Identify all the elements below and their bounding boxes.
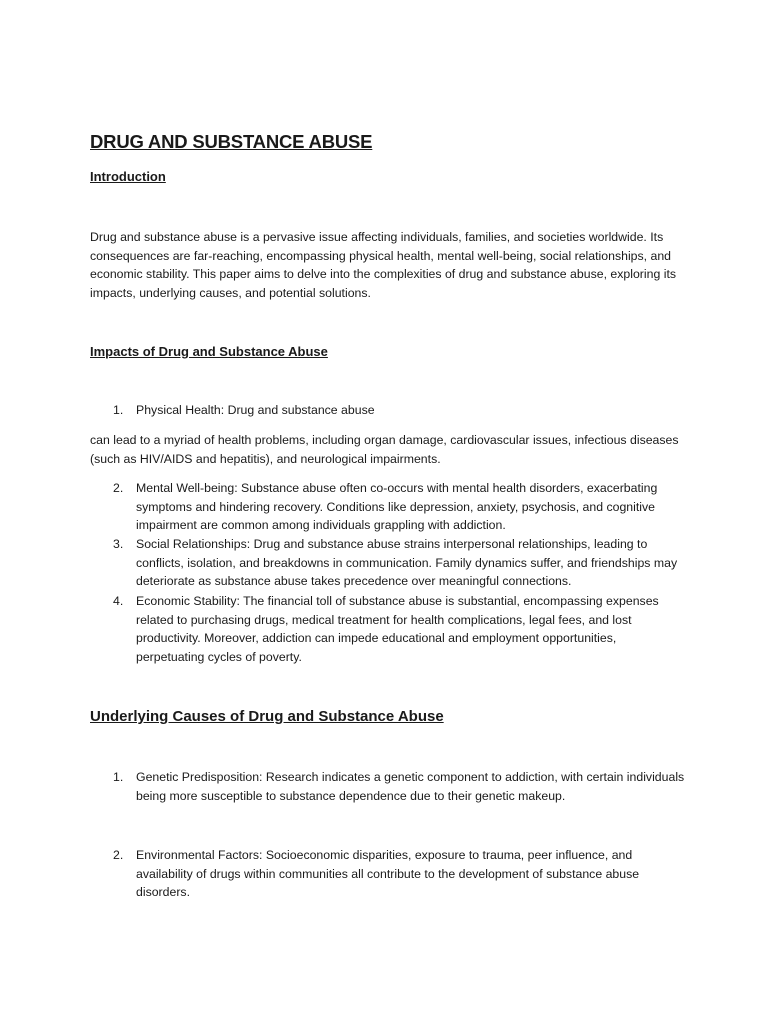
list-number: 2. [113, 848, 124, 862]
list-number: 2. [113, 481, 124, 495]
impact-item-economic-stability: Economic Stability: The financial toll of substance abuse is substantial, encompassing expenses related to purchasing drugs, medical treatment for health complications, legal fees, and lost productivity. Moreover, addiction can impede educational and employment opportunities, perpetuating cycles of poverty. [136, 594, 659, 664]
list-number: 1. [113, 403, 124, 417]
impact-item-social-relationships: Social Relationships: Drug and substance abuse strains interpersonal relationships, leading to conflicts, isolation, and breakdowns in communication. Family dynamics suffer, and friendships may deteriorate as substance abuse takes precedence over meaningful connections. [136, 537, 678, 589]
impact-item-mental-wellbeing: Mental Well-being: Substance abuse often co-occurs with mental health disorders, exacerbating symptoms and hindering recovery. Conditions like depression, anxiety, psychosis, and cognitive impairment are common among individuals grappling with addiction. [136, 481, 658, 533]
list-number: 4. [113, 594, 124, 608]
impact-item-physical-health-continuation: can lead to a myriad of health problems, including organ damage, cardiovascular issues, infectious diseases (such as HIV/AIDS and hepatitis), and neurological impairments. [90, 433, 679, 466]
causes-heading: Underlying Causes of Drug and Substance Abuse [90, 708, 444, 725]
intro-heading: Introduction [90, 169, 166, 184]
cause-item-environmental-factors: Environmental Factors: Socioeconomic disparities, exposure to trauma, peer influence, and availability of drugs within communities all contribute to the development of substance abuse disorders. [136, 848, 640, 900]
list-number: 3. [113, 537, 124, 551]
list-number: 1. [113, 770, 124, 784]
cause-item-genetic-predisposition: Genetic Predisposition: Research indicates a genetic component to addiction, with certain individuals being more susceptible to substance dependence due to their genetic makeup. [136, 770, 685, 803]
impact-item-physical-health: Physical Health: Drug and substance abuse [136, 403, 375, 417]
impacts-heading: Impacts of Drug and Substance Abuse [90, 344, 328, 359]
intro-paragraph: Drug and substance abuse is a pervasive issue affecting individuals, families, and societies worldwide. Its consequences are far-reaching, encompassing physical health, mental well-being, social relationships, and economic stability. This paper aims to delve into the complexities of drug and substance abuse, exploring its impacts, underlying causes, and potential solutions. [90, 230, 677, 300]
document-title: DRUG AND SUBSTANCE ABUSE [90, 131, 373, 152]
